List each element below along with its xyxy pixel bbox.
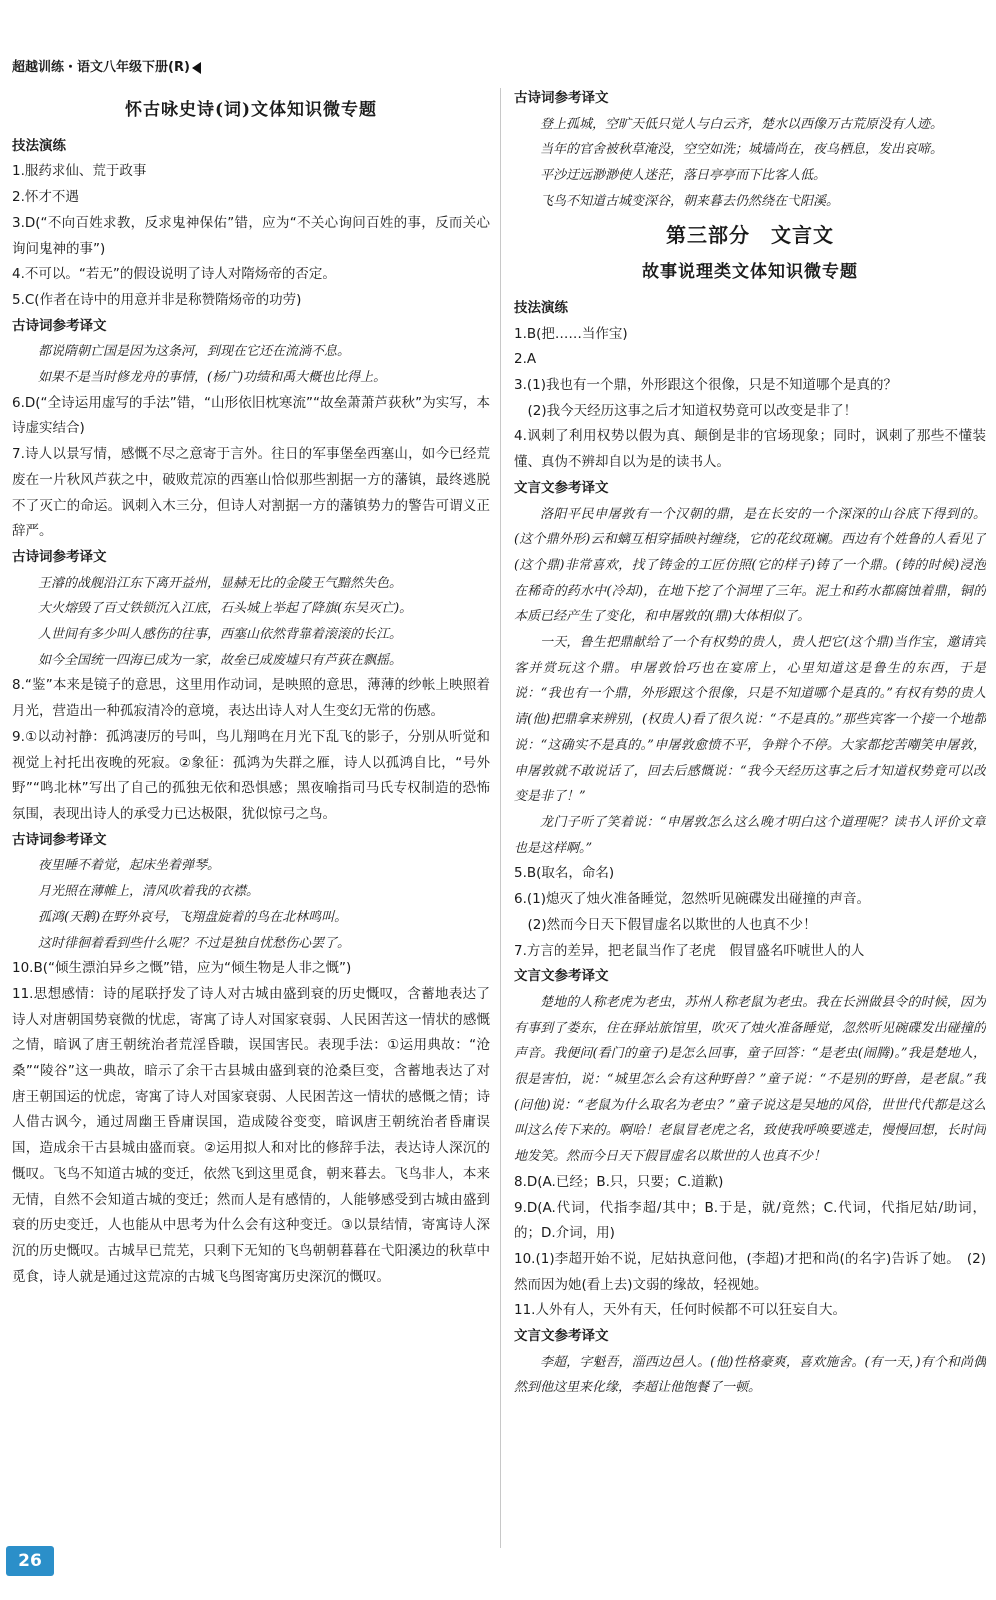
right-column: [514, 86, 986, 1546]
answer-line: 4.不可以。“若无”的假设说明了诗人对隋炀帝的否定。: [12, 266, 336, 283]
translation-paragraph: 飞鸟不知道古城变深谷，朝来暮去仍然绕在弋阳溪。: [540, 193, 840, 209]
translation-paragraph: 夜里睡不着觉，起床坐着弹琴。: [38, 858, 221, 874]
translation-paragraph: 都说隋朝亡国是因为这条河，到现在它还在流淌不息。: [38, 344, 351, 360]
page-number-badge: [6, 1546, 54, 1576]
section-heading: 技法演练: [514, 299, 568, 316]
translation-paragraph: 一天，鲁生把鼎献给了一个有权势的贵人，贵人把它(这个鼎)当作宝，邀请宾客并赏玩这个鼎。申屠敦恰巧也在宴席上，心里知道这是鲁生的东西，于是说：“我也有一个鼎，外形跟这个很像，只是不知道哪个是真的。”有权有势的贵人请(他)把鼎拿来辨别，(权贵人)看了很久说：“不是真的。”那些宾客一个接一个地都说：“这确实不是真的。”申屠敦愈愤不平，争辩个不停。大家都挖苦嘲笑申屠敦，申屠敦就不敢说话了，回去后感慨说：“我今天经历这事之后才知道权势竟可以改变是非了！”: [514, 635, 986, 805]
section-heading: 文言文参考译文: [514, 968, 609, 985]
translation-paragraph: 月光照在薄帷上，清风吹着我的衣襟。: [38, 884, 260, 900]
answer-line: (2)我今天经历这事之后才知道权势竟可以改变是非了！: [514, 402, 858, 419]
answer-line: 7.方言的差异，把老鼠当作了老虎 假冒盛名吓唬世人的人: [514, 942, 865, 959]
translation-paragraph: 平沙迂远渺渺使人迷茫，落日亭亭而下比客人低。: [540, 168, 827, 184]
answer-line: 8.“鉴”本来是镜子的意思，这里用作动词，是映照的意思，薄薄的纱帐上映照着月光，营造出一种孤寂清冷的意境，表达出诗人对人生变幻无常的伤感。: [12, 677, 490, 720]
section-heading: 古诗词参考译文: [12, 317, 107, 334]
left-section-title: 怀古咏史诗(词)文体知识微专题: [124, 100, 378, 120]
section-title: 故事说理类文体知识微专题: [642, 262, 858, 283]
section-heading: 文言文参考译文: [514, 1328, 609, 1345]
section-heading: 文言文参考译文: [514, 479, 609, 496]
answer-line: 6.(1)熄灭了烛火准备睡觉，忽然听见碗碟发出碰撞的声音。: [514, 891, 871, 908]
answer-line: 1.B(把……当作宝): [514, 325, 628, 342]
answer-line: 3.(1)我也有一个鼎，外形跟这个很像，只是不知道哪个是真的？: [514, 377, 898, 394]
running-header: [12, 56, 201, 75]
answer-line: 3.D(“不向百姓求教，反求鬼神保佑”错，应为“不关心询问百姓的事，反而关心询问鬼神的事”): [12, 214, 490, 257]
answer-line: 7.诗人以景写情，感慨不尽之意寄于言外。往日的军事堡垒西塞山，如今已经荒废在一片秋风芦荻之中，破败荒凉的西塞山恰似那些割据一方的藩镇，最终逃脱不了灭亡的命运。讽刺入木三分，但诗人对割据一方的藩镇势力的警告可谓义正辞严。: [12, 446, 490, 540]
translation-paragraph: 楚地的人称老虎为老虫，苏州人称老鼠为老虫。我在长洲做县令的时候，因为有事到了娄东，住在驿站旅馆里，吹灭了烛火准备睡觉，忽然听见碗碟发出碰撞的声音。我便问(看门的童子)是怎么回事，童子回答：“是老虫(闹腾)。”我是楚地人，很是害怕，说：“城里怎么会有这种野兽？”童子说：“不是别的野兽，是老鼠。”我(问他)说：“老鼠为什么取名为老虫？”童子说这是吴地的风俗，世世代代都是这么叫这么传下来的。啊哈！老鼠冒老虎之名，致使我呼唤要逃走，慢慢回想，长时间地发笑。然而今日天下假冒虚名以欺世的人也真不少！: [514, 994, 986, 1165]
answer-line: 6.D(“全诗运用虚写的手法”错，“山形依旧枕寒流”“故垒萧萧芦荻秋”为实写，本诗虚实结合): [12, 394, 490, 437]
left-blocks: [12, 134, 490, 1291]
translation-paragraph: 大火熔毁了百丈铁锁沉入江底，石头城上举起了降旗(东吴灭亡)。: [38, 601, 413, 617]
answer-line: 10.(1)李超开始不说，尼姑执意问他，(李超)才把和尚(的名字)告诉了她。 (2)然而因为她(看上去)文弱的缘故，轻视她。: [514, 1250, 986, 1293]
answer-line: 5.B(取名，命名): [514, 865, 615, 882]
answer-line: (2)然而今日天下假冒虚名以欺世的人也真不少！: [514, 916, 817, 933]
translation-paragraph: 龙门子听了笑着说：“申屠敦怎么这么晚才明白这个道理呢？读书人评价文章也是这样啊。”: [514, 814, 986, 856]
part-title: 第三部分 文言文: [666, 222, 834, 247]
page-number: 26: [18, 1551, 42, 1571]
right-blocks: [514, 86, 986, 1401]
answer-line: 11.思想感情：诗的尾联抒发了诗人对古城由盛到衰的历史慨叹，含蓄地表达了诗人对唐朝国势衰微的忧虑，寄寓了诗人对国家衰弱、人民困苦这一情状的感慨之情，暗讽了唐王朝统治者荒淫昏聩，误国害民。表现手法：①运用典故：“沧桑”“陵谷”这一典故，暗示了余干古县城由盛到衰的沧桑巨变，含蓄地表达了对唐王朝国运的忧虑，寄寓了诗人对国家衰弱、人民困苦这一情状的感慨之情；诗人借古讽今，通过周幽王昏庸误国，造成陵谷变变，暗讽唐王朝统治者昏庸误国，造成余干古县城由盛而衰。②运用拟人和对比的修辞手法，表达诗人深沉的慨叹。飞鸟不知道古城的变迁，依然飞到这里觅食，朝来暮去。飞鸟非人，本来无情，自然不会知道古城的变迁；然而人是有感情的，人能够感受到古城由盛到衰的历史变迁，人也能从中思考为什么会有这种变迁。③以景结情，寄寓诗人深沉的历史慨叹。古城早已荒芜，只剩下无知的飞鸟朝朝暮暮在弋阳溪边的秋草中觅食，诗人就是通过这荒凉的古城飞鸟图寄寓历史深沉的慨叹。: [12, 985, 490, 1285]
translation-paragraph: 登上孤城，空旷天低只觉人与白云齐，楚水以西像万古荒原没有人迹。: [540, 116, 944, 132]
left-column: [12, 92, 490, 1552]
translation-paragraph: 洛阳平民申屠敦有一个汉朝的鼎，是在长安的一个深深的山谷底下得到的。(这个鼎外形)云和螭互相穿插映衬缠绕，它的花纹斑斓。西边有个姓鲁的人看见了(这个鼎)非常喜欢，找了铸金的工匠仿照(它的样子)铸了一个鼎。(铸的时候)浸泡在稀奇的药水中(冷却)，在地下挖了个洞埋了三年。泥土和药水都腐蚀着鼎，铜的本质已经产生了变化，和申屠敦的(鼎)大体相似了。: [514, 506, 986, 625]
answer-line: 5.C(作者在诗中的用意并非是称赞隋炀帝的功劳): [12, 291, 302, 308]
triangle-icon: [192, 62, 201, 74]
answer-line: 4.讽刺了利用权势以假为真、颠倒是非的官场现象；同时，讽刺了那些不懂装懂、真伪不辨却自以为是的读书人。: [514, 428, 986, 471]
translation-paragraph: 人世间有多少叫人感伤的往事，西塞山依然背靠着滚滚的长江。: [38, 627, 403, 643]
header-text: 超越训练・语文八年级下册(R): [12, 60, 190, 75]
answer-line: 9.①以动衬静：孤鸿凄厉的号叫，鸟儿翔鸣在月光下乱飞的影子，分别从听觉和视觉上衬托出夜晚的死寂。②象征：孤鸿为失群之雁，诗人以孤鸿自比，“号外野”“鸣北林”写出了自己的孤独无依和恐惧感；黑夜喻指司马氏专权制造的恐怖氛围，表现出诗人的承受力已达极限，犹似惊弓之鸟。: [12, 728, 490, 822]
translation-paragraph: 孤鸿(天鹅)在野外哀号，飞翔盘旋着的鸟在北林鸣叫。: [38, 909, 348, 925]
section-heading: 古诗词参考译文: [12, 831, 107, 848]
translation-paragraph: 如果不是当时修龙舟的事情，(杨广)功绩和禹大概也比得上。: [38, 370, 387, 386]
section-heading: 古诗词参考译文: [514, 90, 609, 106]
translation-paragraph: 王濬的战舰沿江东下离开益州，显赫无比的金陵王气黯然失色。: [38, 575, 403, 591]
translation-paragraph: 这时徘徊着看到些什么呢？不过是独自忧愁伤心罢了。: [38, 935, 351, 951]
answer-line: 10.B(“倾生漂泊异乡之慨”错，应为“倾生物是人非之慨”): [12, 960, 352, 977]
section-heading: 古诗词参考译文: [12, 548, 107, 565]
translation-paragraph: 李超，字魁吾，淄西边邑人。(他)性格豪爽，喜欢施舍。(有一天，)有个和尚偶然到他这里来化缘，李超让他饱餐了一顿。: [514, 1354, 986, 1396]
translation-paragraph: 当年的官舍被秋草淹没，空空如洗；城墙尚在，夜乌栖息，发出哀啼。: [540, 142, 944, 158]
answer-line: 2.A: [514, 351, 537, 368]
answer-line: 2.怀才不遇: [12, 189, 79, 206]
answer-line: 8.D(A.已经；B.只，只要；C.道歉): [514, 1173, 724, 1190]
section-heading: 技法演练: [12, 137, 66, 154]
answer-line: 1.服药求仙、荒于政事: [12, 163, 147, 180]
answer-line: 9.D(A.代词，代指李超/其中；B.于是，就/竟然；C.代词，代指尼姑/助词，的；D.介词，用): [514, 1199, 986, 1242]
translation-paragraph: 如今全国统一四海已成为一家，故垒已成废墟只有芦荻在飘摇。: [38, 652, 403, 668]
column-divider: [500, 88, 501, 1548]
answer-line: 11.人外有人，天外有天，任何时候都不可以狂妄自大。: [514, 1302, 846, 1319]
